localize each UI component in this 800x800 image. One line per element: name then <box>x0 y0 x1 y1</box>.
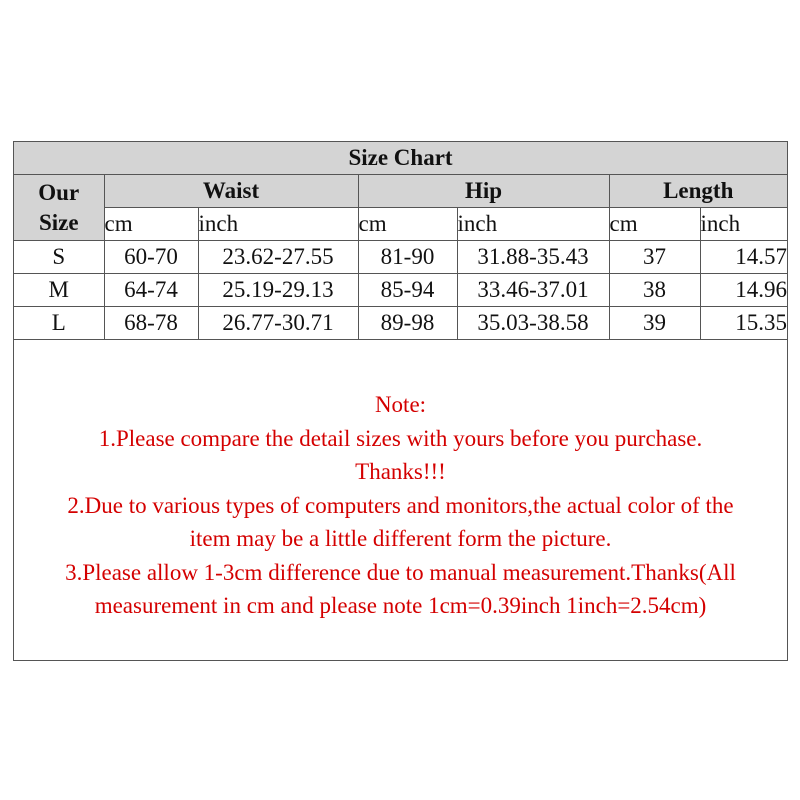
waist-inch-value: 23.62-27.55 <box>198 241 358 274</box>
table-row <box>14 241 787 274</box>
hip-cm-value: 85-94 <box>358 274 457 307</box>
size-column-header <box>14 175 104 241</box>
note-line: 2.Due to various types of computers and monitors,the actual color of the <box>67 492 734 518</box>
note-line: item may be a little different form the picture. <box>189 526 612 551</box>
group-header-row <box>14 175 787 208</box>
length-inch-value: 15.35 <box>700 307 787 340</box>
waist-cm-value: 68-78 <box>104 307 198 340</box>
length-cm-unit: cm <box>609 208 700 241</box>
size-label: L <box>14 307 104 340</box>
length-inch-value: 14.57 <box>700 241 787 274</box>
hip-cm-value: 89-98 <box>358 307 457 340</box>
table-row <box>14 274 787 307</box>
hip-inch-value: 35.03-38.58 <box>457 307 609 340</box>
waist-cm-value: 64-74 <box>104 274 198 307</box>
size-label: S <box>14 241 104 274</box>
length-cm-value: 37 <box>609 241 700 274</box>
length-cm-value: 39 <box>609 307 700 340</box>
chart-title: Size Chart <box>14 142 787 175</box>
unit-header-row <box>14 208 787 241</box>
note-heading: Note: <box>374 392 427 417</box>
size-chart-table <box>14 142 787 340</box>
hip-inch-unit: inch <box>457 208 609 241</box>
hip-cm-value: 81-90 <box>358 241 457 274</box>
size-header-line-1: Our <box>38 179 80 205</box>
note-line: 3.Please allow 1-3cm difference due to manual measurement.Thanks(All <box>65 559 736 585</box>
note-line: 1.Please compare the detail sizes with yours before you purchase. <box>98 425 703 451</box>
title-row <box>14 142 787 175</box>
hip-cm-unit: cm <box>358 208 457 241</box>
size-header-line-2: Size <box>38 209 79 235</box>
note-line: measurement in cm and please note 1cm=0.39inch 1inch=2.54cm) <box>94 593 707 618</box>
waist-inch-unit: inch <box>198 208 358 241</box>
size-chart-sheet <box>13 141 788 661</box>
length-inch-value: 14.96 <box>700 274 787 307</box>
waist-inch-value: 25.19-29.13 <box>198 274 358 307</box>
hip-inch-value: 31.88-35.43 <box>457 241 609 274</box>
waist-cm-unit: cm <box>104 208 198 241</box>
waist-inch-value: 26.77-30.71 <box>198 307 358 340</box>
waist-cm-value: 60-70 <box>104 241 198 274</box>
length-header: Length <box>609 175 787 208</box>
notes-section <box>14 388 787 623</box>
hip-inch-value: 33.46-37.01 <box>457 274 609 307</box>
size-label: M <box>14 274 104 307</box>
waist-header: Waist <box>104 175 358 208</box>
hip-header: Hip <box>358 175 609 208</box>
length-inch-unit: inch <box>700 208 787 241</box>
table-row <box>14 307 787 340</box>
note-line: Thanks!!! <box>355 459 446 484</box>
length-cm-value: 38 <box>609 274 700 307</box>
